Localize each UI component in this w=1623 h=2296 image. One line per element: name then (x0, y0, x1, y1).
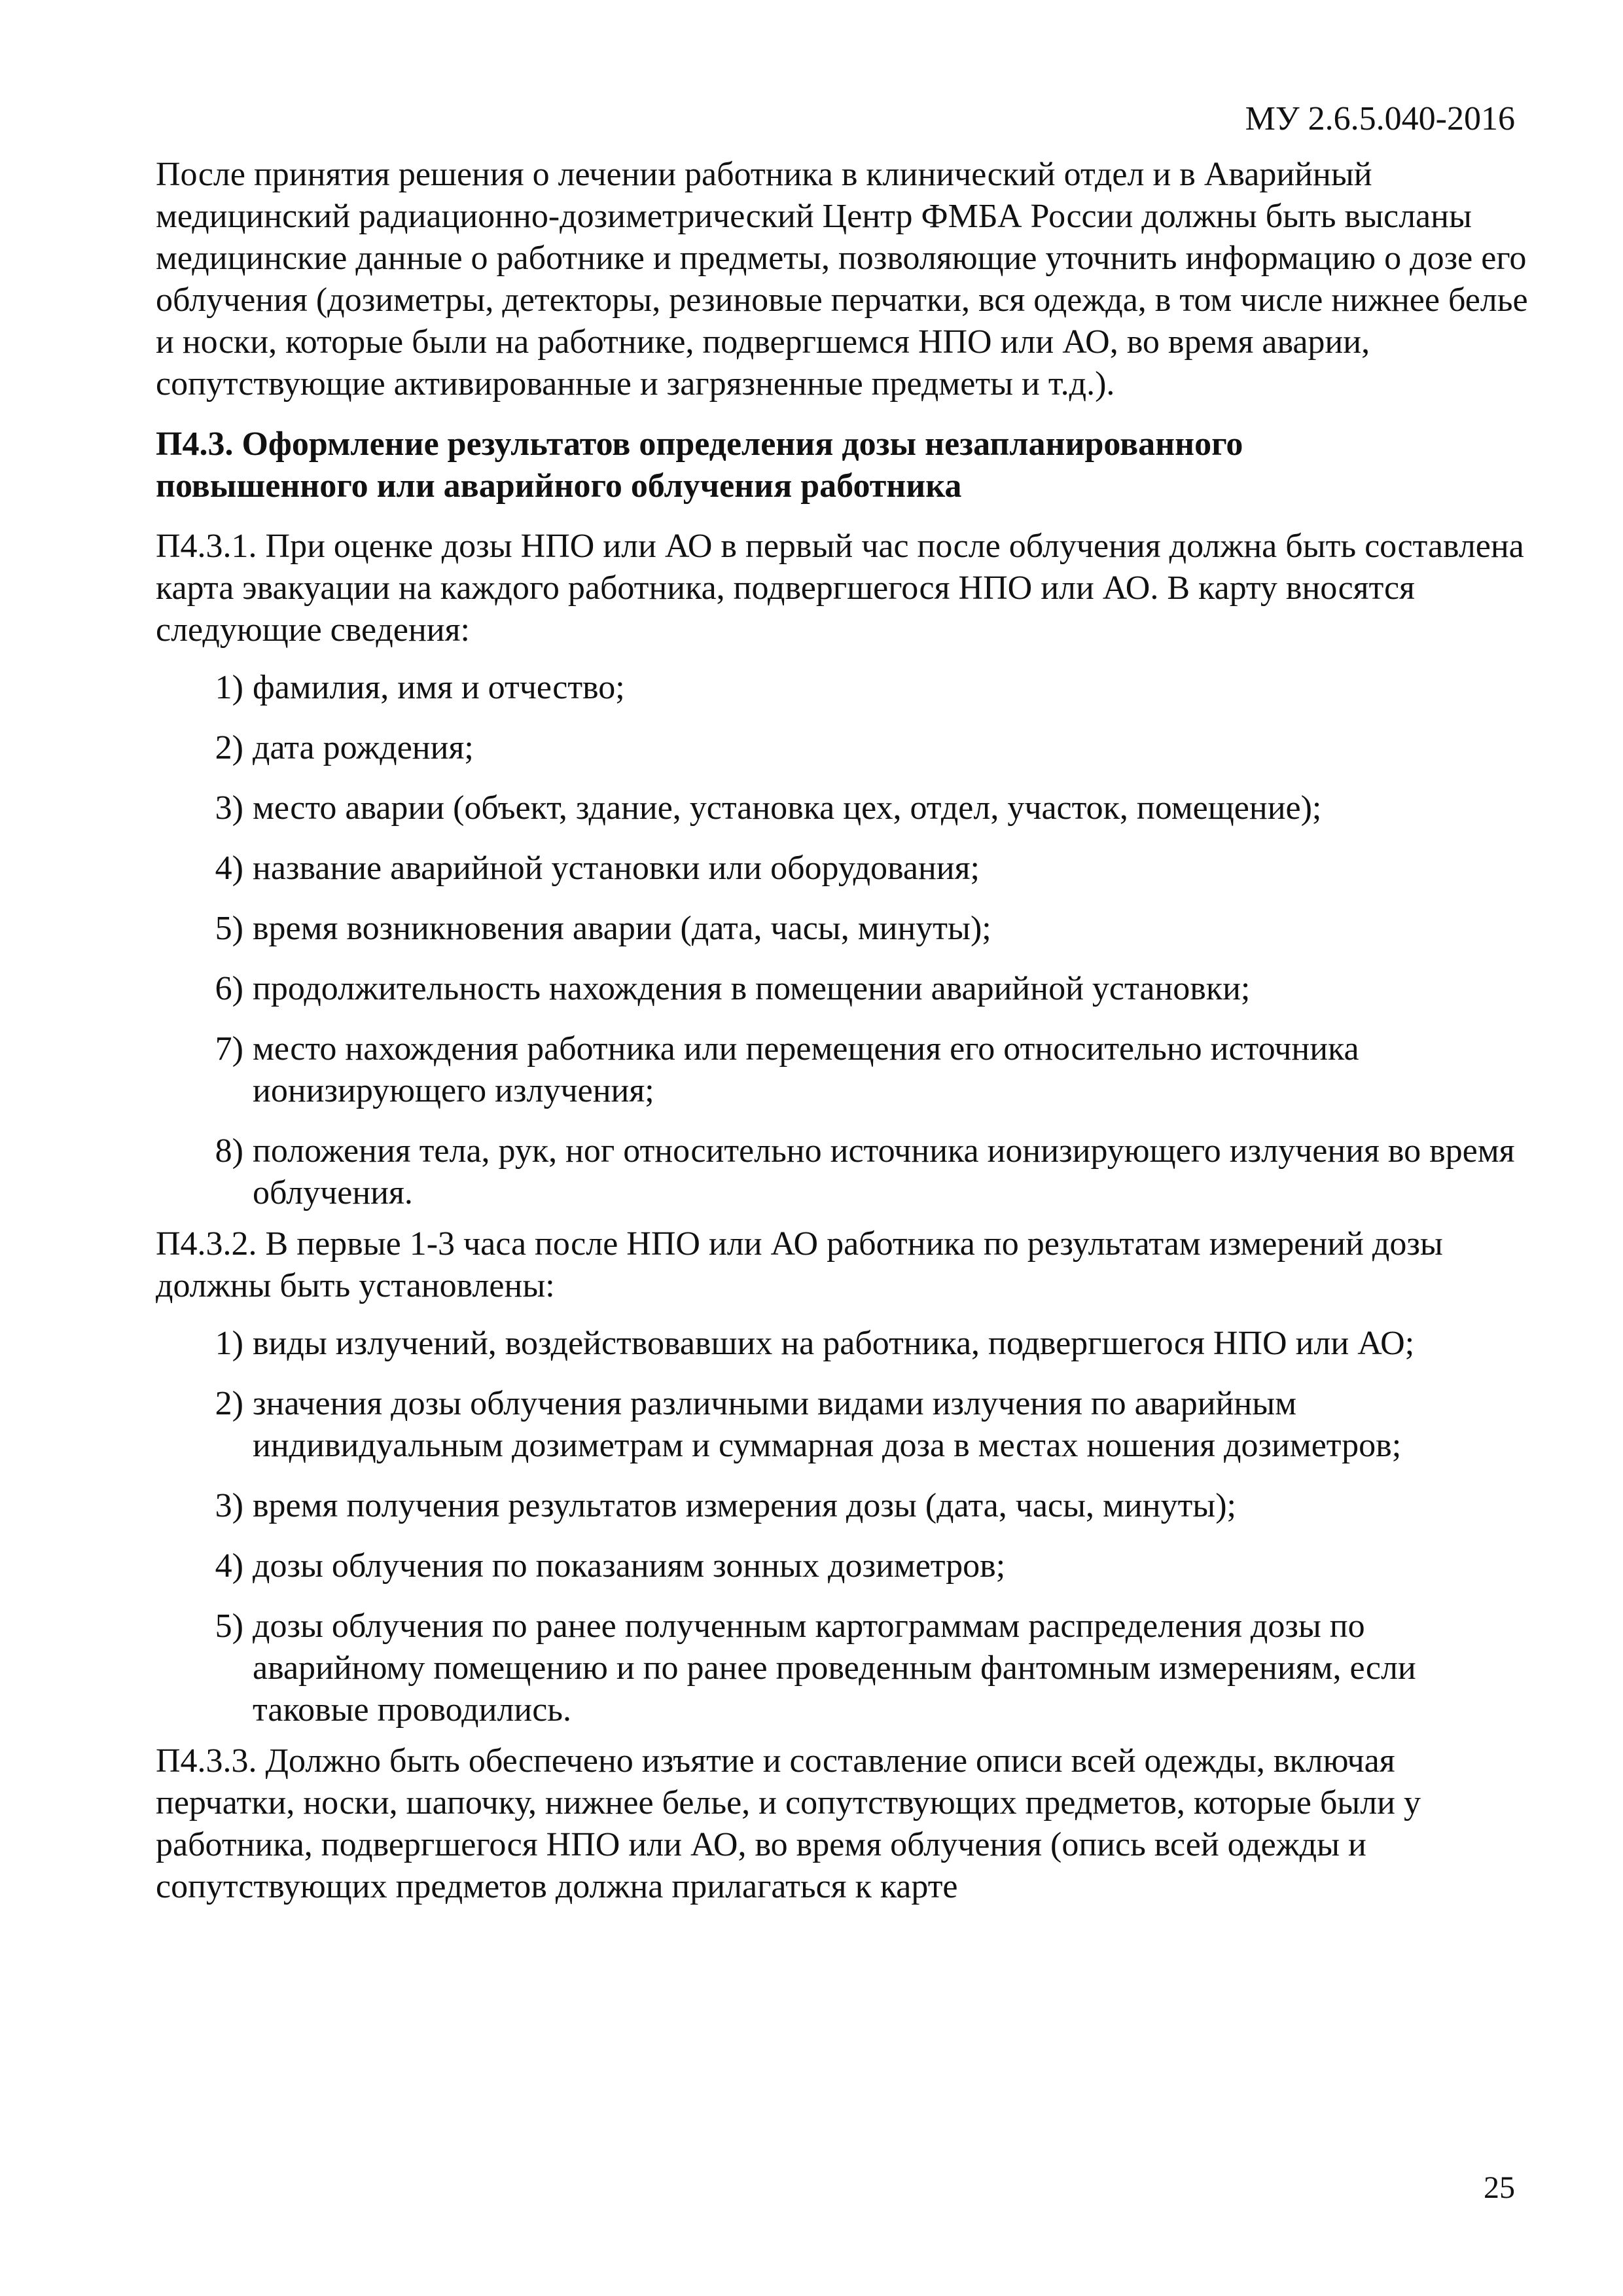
list-item-text: дозы облучения по ранее полученным картограммам распределения дозы по аварийному помещению и по ранее проведенным фантомным измерениям, если таковые проводились. (253, 1607, 1416, 1729)
list-item-text: фамилия, имя и отчество; (253, 669, 625, 706)
page-number: 25 (1484, 2170, 1515, 2205)
list-item-number: 8) (215, 1132, 243, 1170)
list-item-number: 2) (215, 729, 243, 766)
list-item-number: 7) (215, 1030, 243, 1067)
list-item-number: 5) (215, 910, 243, 947)
list-item-number: 3) (215, 789, 243, 827)
list-item-number: 3) (215, 1487, 243, 1524)
list-item (156, 1383, 1537, 1467)
list-item-text: место нахождения работника или перемещения его относительно источника ионизирующего излучения; (253, 1030, 1359, 1109)
list-item (156, 1028, 1537, 1112)
list-item (156, 667, 1537, 709)
list-item (156, 787, 1537, 829)
paragraph-p4-3-3: П4.3.3. Должно быть обеспечено изъятие и составление описи всей одежды, включая перчатки, носки, шапочку, нижнее белье, и сопутствующих предметов, которые были у работника, подвергшегося НПО или АО, во время облучения (опись всей одежды и сопутствующих предметов должна прилагаться к карте (156, 1742, 1421, 1905)
list-item-number: 6) (215, 970, 243, 1007)
list-item-text: продолжительность нахождения в помещении аварийной установки; (253, 970, 1251, 1007)
list-item-number: 1) (215, 1325, 243, 1362)
list-item-text: дата рождения; (253, 729, 474, 766)
list-item-text: значения дозы облучения различными видами излучения по аварийным индивидуальным дозиметрам и суммарная доза в местах ношения дозиметров; (253, 1385, 1402, 1464)
list-item (156, 908, 1537, 950)
list-item-number: 2) (215, 1385, 243, 1422)
list-item-text: название аварийной установки или оборудования; (253, 850, 980, 887)
page-content (156, 154, 1537, 1908)
list-item-number: 1) (215, 669, 243, 706)
list-item (156, 848, 1537, 889)
evacuation-card-list (156, 667, 1537, 1214)
list-item-text: место аварии (объект, здание, установка цех, отдел, участок, помещение); (253, 789, 1322, 827)
list-item-number: 4) (215, 1547, 243, 1585)
intro-paragraph: После принятия решения о лечении работника в клинический отдел и в Аварийный медицинский радиационно-дозиметрический Центр ФМБА России должны быть высланы медицинские данные о работнике и предметы, позволяющие уточнить информацию о дозе его облучения (дозиметры, детекторы, резиновые перчатки, вся одежда, в том числе нижнее белье и носки, которые были на работнике, подвергшемся НПО или АО, во время аварии, сопутствующие активированные и загрязненные предметы и т.д.). (156, 156, 1528, 403)
list-item (156, 968, 1537, 1010)
list-item-number: 5) (215, 1607, 243, 1645)
dose-determination-list (156, 1323, 1537, 1731)
list-item (156, 1130, 1537, 1214)
list-item (156, 1545, 1537, 1587)
list-item-text: время получения результатов измерения дозы (дата, часы, минуты); (253, 1487, 1236, 1524)
list-item-text: дозы облучения по показаниям зонных дозиметров; (253, 1547, 1006, 1585)
list-item-text: положения тела, рук, ног относительно источника ионизирующего излучения во время облучения. (253, 1132, 1515, 1211)
list-item (156, 1485, 1537, 1527)
list-item (156, 1605, 1537, 1731)
list-item (156, 727, 1537, 769)
paragraph-p4-3-1: П4.3.1. При оценке дозы НПО или АО в первый час после облучения должна быть составлена карта эвакуации на каждого работника, подвергшегося НПО или АО. В карту вносятся следующие сведения: (156, 528, 1524, 649)
section-heading: П4.3. Оформление результатов определения дозы незапланированного повышенного или аварийного облучения работника (156, 425, 1243, 505)
list-item-text: виды излучений, воздействовавших на работника, подвергшегося НПО или АО; (253, 1325, 1415, 1362)
list-item-number: 4) (215, 850, 243, 887)
document-code: МУ 2.6.5.040-2016 (1245, 100, 1515, 137)
list-item-text: время возникновения аварии (дата, часы, минуты); (253, 910, 991, 947)
list-item (156, 1323, 1537, 1365)
paragraph-p4-3-2: П4.3.2. В первые 1-3 часа после НПО или АО работника по результатам измерений дозы должны быть установлены: (156, 1225, 1443, 1304)
